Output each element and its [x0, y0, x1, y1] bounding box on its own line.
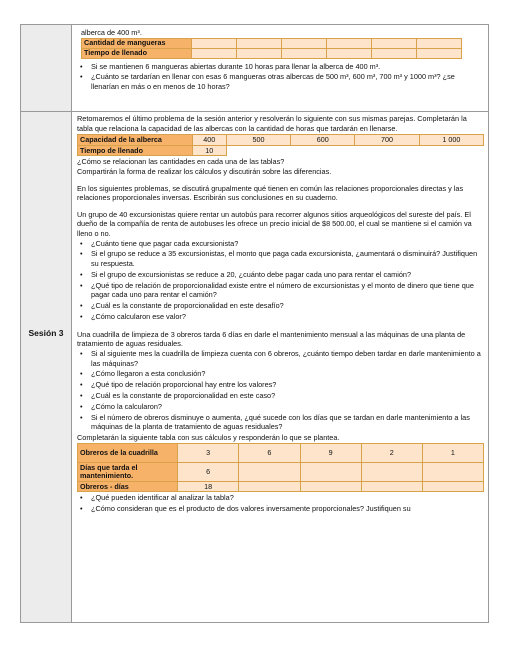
table-header-cell: Tiempo de llenado [78, 145, 193, 156]
cleaning-crew-questions [77, 349, 484, 432]
list-item: • Si el grupo de excursionistas se reduce a 20, ¿cuánto debe pagar cada uno para rentar el camión? [77, 270, 484, 280]
table-cell [361, 462, 422, 481]
list-item: • Si al siguiente mes la cuadrilla de limpieza cuenta con 6 obreros, ¿cuánto tiempo deben tardar en darle mantenimiento a las máquinas? [77, 349, 484, 368]
table-cell [361, 481, 422, 492]
table-cell [327, 38, 372, 48]
table-row [78, 443, 484, 462]
intro-paragraph: Retomaremos el último problema de la sesión anterior y resolverán lo siguiente con sus mismas parejas. Completarán la tabla que relaciona la capacidad de las albercas con la cantidad de horas que tardarán en llenarse. [77, 114, 467, 133]
table-cell [419, 145, 483, 156]
list-item: • Si el grupo se reduce a 35 excursionistas, el monto que paga cada excursionista, ¿aumentará o disminuirá? Justifiquen su respuesta. [77, 249, 484, 268]
hoses-table [81, 38, 462, 59]
list-item: • ¿Cómo calcularon ese valor? [77, 312, 484, 322]
table-cell: 400 [192, 135, 226, 146]
table-cell [237, 38, 282, 48]
table-header-cell: Tiempo de llenado [82, 48, 192, 58]
table-header-cell: Cantidad de mangueras [82, 38, 192, 48]
table-cell: 3 [177, 443, 238, 462]
list-item: • ¿Cuánto tiene que pagar cada excursionista? [77, 239, 484, 249]
pool-capacity-table [77, 134, 484, 156]
table-cell [372, 48, 417, 58]
list-item: • ¿Cómo la calcularon? [77, 402, 484, 412]
share-instruction: Compartirán la forma de realizar los cálculos y discutirán sobre las diferencias. [77, 166, 332, 176]
table-cell: 6 [177, 462, 238, 481]
table-cell [327, 48, 372, 58]
cleaning-crew-problem: Una cuadrilla de limpieza de 3 obreros tarda 6 días en darle el mantenimiento mensual a las máquinas de una planta de tratamiento de aguas residuales. [77, 329, 466, 349]
table-cell [226, 145, 290, 156]
table-cell: 10 [192, 145, 226, 156]
table-header-cell: Obreros - días [78, 481, 178, 492]
table-cell [422, 481, 483, 492]
table-cell: 6 [239, 443, 300, 462]
list-item: • ¿Cuál es la constante de proporcionalidad en este desafío? [77, 301, 484, 311]
table-cell [192, 48, 237, 58]
row1-bullets [77, 62, 484, 92]
table-cell [417, 38, 462, 48]
row1-top-line: alberca de 400 m³. [81, 28, 142, 37]
list-item: • ¿Cómo consideran que es el producto de dos valores inversamente proporcionales? Justifiquen su [77, 504, 484, 514]
table-cell [355, 145, 419, 156]
table-cell [239, 481, 300, 492]
list-item: • ¿Cuánto se tardarían en llenar con esas 6 mangueras otras albercas de 500 m³, 600 m³, 700 m³ y 1000 m³? ¿se llenarían en más o en menos de 10 horas? [77, 72, 484, 91]
row1-label-cell [21, 25, 71, 111]
table-cell [239, 462, 300, 481]
table-header-cell: Días que tarda el mantenimiento. [78, 462, 178, 481]
list-item: • ¿Qué pueden identificar al analizar la tabla? [77, 493, 484, 503]
list-item: • ¿Cómo llegaron a esta conclusión? [77, 369, 484, 379]
table-cell [291, 145, 355, 156]
table-row [78, 481, 484, 492]
table-header-cell: Obreros de la cuadrilla [78, 443, 178, 462]
table-cell [300, 462, 361, 481]
table-header-cell: Capacidad de la alberca [78, 135, 193, 146]
row1-content [77, 28, 484, 93]
table-cell [417, 48, 462, 58]
session-label-cell [21, 111, 71, 622]
group-discussion-paragraph: En los siguientes problemas, se discutirá grupalmente qué tienen en común las relaciones proporcionales directas y las relaciones proporcionales inversas. Escribirán sus conclusiones en su cuaderno. [77, 183, 464, 203]
question-tables: ¿Cómo se relacionan las cantidades en cada una de las tablas? [77, 157, 285, 167]
table-cell: 1 000 [419, 135, 483, 146]
table-cell [237, 48, 282, 58]
table-row [78, 462, 484, 481]
table-cell [300, 481, 361, 492]
list-item: • Si el número de obreros disminuye o aumenta, ¿qué sucede con los días que se tardan en darle mantenimiento a las máquinas de la planta de tratamiento de aguas residuales? [77, 413, 484, 432]
hikers-questions [77, 239, 484, 322]
workers-days-table [77, 443, 484, 493]
list-item: • ¿Qué tipo de relación de proporcionalidad existe entre el número de excursionistas y el monto de dinero que tiene que pagar cada uno para rentar el camión? [77, 281, 484, 300]
table-row [82, 48, 462, 58]
column-divider [71, 25, 72, 622]
table-cell [282, 38, 327, 48]
table-instruction: Completarán la siguiente tabla con sus cálculos y responderán lo que se plantea. [77, 433, 340, 443]
list-item: • ¿Qué tipo de relación proporcional hay entre los valores? [77, 380, 484, 390]
list-item: • ¿Cuál es la constante de proporcionalidad en este caso? [77, 391, 484, 401]
table-cell: 9 [300, 443, 361, 462]
table-cell: 600 [291, 135, 355, 146]
table-row [78, 145, 484, 156]
row-divider [21, 111, 488, 112]
table-cell: 500 [226, 135, 290, 146]
session-label: Sesión 3 [28, 328, 64, 338]
table-cell: 18 [177, 481, 238, 492]
table-row [82, 38, 462, 48]
lesson-table [20, 24, 489, 623]
session-content [77, 114, 484, 515]
table-cell: 2 [361, 443, 422, 462]
list-item: • Si se mantienen 6 mangueras abiertas durante 10 horas para llenar la alberca de 400 m³. [77, 62, 484, 72]
table-cell [282, 48, 327, 58]
table-cell [422, 462, 483, 481]
table-cell: 1 [422, 443, 483, 462]
table-cell [372, 38, 417, 48]
table-questions [77, 493, 484, 513]
table-cell: 700 [355, 135, 419, 146]
table-cell [192, 38, 237, 48]
table-row [78, 135, 484, 146]
hikers-problem: Un grupo de 40 excursionistas quiere rentar un autobús para recorrer algunos sitios arqueológicos del sureste del país. El dueño de la compañía de renta de autobuses les ofrece un precio inicial de $8 500.00, el cual se mantiene si el camión va lleno o no. [77, 209, 472, 238]
